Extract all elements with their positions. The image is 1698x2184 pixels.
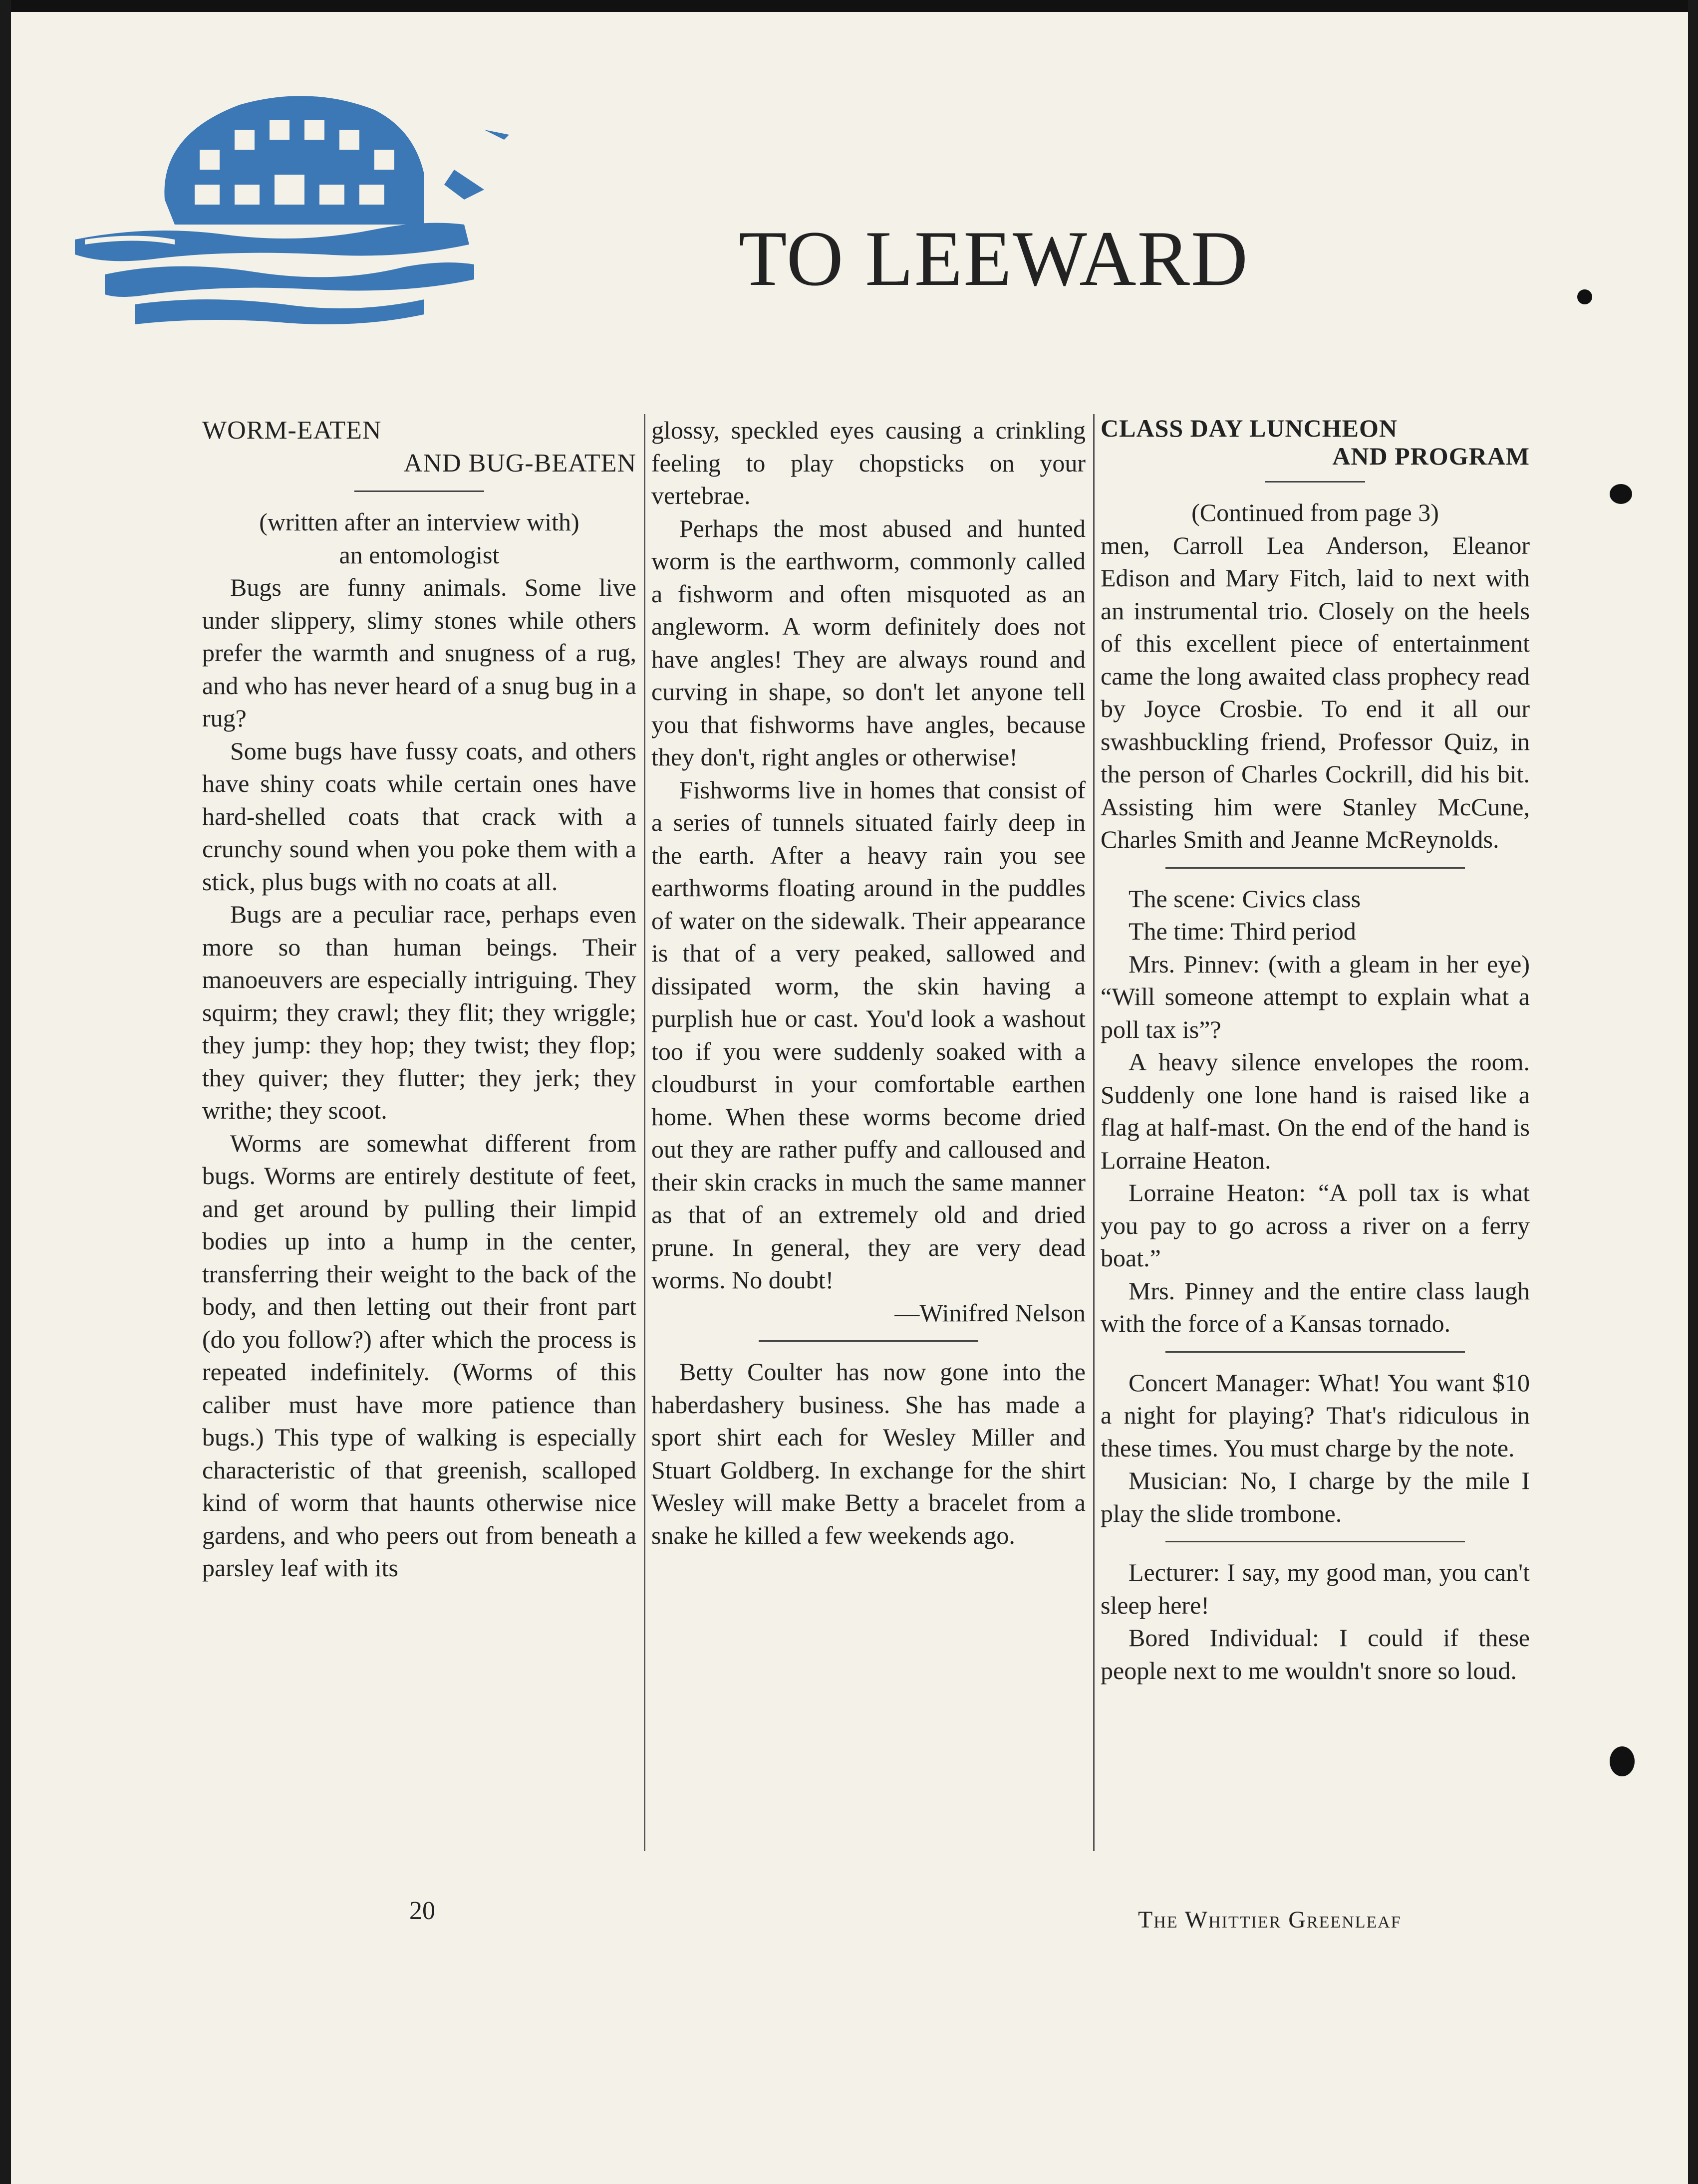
column-rule (644, 414, 645, 1851)
paragraph: Lorraine Heaton: “A poll tax is what you pay to go across a river on a ferry boat.” (1101, 1179, 1530, 1272)
divider (354, 490, 484, 492)
scan-border-left (0, 0, 11, 2184)
paragraph: Concert Manager: What! You want $10 a night for playing? That's ridiculous in these times. You must charge by the note. (1101, 1368, 1530, 1462)
byline: —Winifred Nelson (894, 1298, 1086, 1327)
paragraph: The time: Third period (1129, 917, 1356, 945)
paragraph: Fishworms live in homes that consist of a series of tunnels situated fairly deep in the earth. After a heavy rain you see earthworms floating around in the puddles of water on the sidewalk. Their appearance is that of a very peaked, sallowed and dissipated worm, the skin having a purplish hue or cast. You'd look a washout too if you were suddenly soaked with a cloudburst in your comfortable earthen home. When these worms become dried out they are rather puffy and calloused and their skin cracks in much the same manner as that of an extremely old and dried prune. In general, they are very dead worms. No doubt! (651, 775, 1086, 1294)
article-title-line2: AND BUG-BEATEN (403, 449, 636, 478)
ink-spot (1577, 289, 1592, 304)
divider (1165, 867, 1465, 869)
divider (1165, 1351, 1465, 1353)
paragraph: A heavy silence envelopes the room. Suddenly one lone hand is raised like a flag at half-mast. On the end of the hand is Lorraine Heaton. (1101, 1048, 1530, 1174)
paragraph: Some bugs have fussy coats, and others have shiny coats while certain ones have hard-shelled coats that crack with a crunchy sound when you poke them with a stick, plus bugs with no coats at all. (202, 736, 636, 896)
paragraph: Bored Individual: I could if these people next to me wouldn't snore so loud. (1101, 1624, 1530, 1685)
article-subtitle: (written after an interview with) (259, 508, 579, 536)
column-1 (202, 414, 636, 1585)
paragraph: Bugs are a peculiar race, perhaps even more so than human beings. Their manoeuvers are especially intriguing. They squirm; they crawl; they flit; they wriggle; they jump: they hop; they twist; they flop; they quiver; they flutter; they jerk; they writhe; they scoot. (202, 900, 636, 1124)
ink-spot (1610, 1746, 1635, 1776)
article-title-line1: WORM-EATEN (202, 416, 382, 445)
paragraph: men, Carroll Lea Anderson, Eleanor Edison and Mary Fitch, laid to next with an instrumental trio. Closely on the heels of this excellent piece of entertainment came the long awaited class prophecy read by Joyce Crosbie. To end it all our swashbuckling friend, Professor Quiz, in the person of Charles Cockrill, did his bit. Assisting him were Stanley McCune, Charles Smith and Jeanne McReynolds. (1101, 531, 1530, 853)
paragraph: Bugs are funny animals. Some live under slippery, slimy stones while others prefer the warmth and snugness of a rug, and who has never heard of a snug bug in a rug? (202, 573, 636, 732)
divider (759, 1340, 978, 1342)
paragraph: glossy, speckled eyes causing a crinkling feeling to play chopsticks on your vertebrae. (651, 416, 1086, 509)
article-title-line2: AND PROGRAM (1332, 442, 1530, 470)
continued-note: (Continued from page 3) (1191, 498, 1439, 526)
article-title-line1: CLASS DAY LUNCHEON (1101, 414, 1398, 442)
paragraph: Mrs. Pinney and the entire class laugh with the force of a Kansas tornado. (1101, 1276, 1530, 1337)
divider (1165, 1541, 1465, 1542)
column-2 (651, 414, 1086, 1552)
divider (1265, 481, 1365, 483)
page-number: 20 (409, 1897, 435, 1925)
treasure-chest-on-waves-icon (75, 75, 524, 334)
paragraph: Mrs. Pinnev: (with a gleam in her eye) “Will someone attempt to explain what a poll tax is”? (1101, 950, 1530, 1043)
paragraph: Perhaps the most abused and hunted worm is the earthworm, commonly called a fishworm and often misquoted as an angleworm. A worm definitely does not have angles! They are always round and curving in shape, so don't let anyone tell you that fishworms have angles, because they don't, right angles or otherwise! (651, 514, 1086, 771)
paragraph: Worms are somewhat different from bugs. Worms are entirely destitute of feet, and get around by pulling their limpid bodies up into a hump in the center, transferring their weight to the back of the body, and then letting out their front part (do you follow?) after which the process is repeated indefinitely. (Worms of this caliber must have more patience than bugs.) This type of walking is especially characteristic of that greenish, scalloped kind of worm that haunts otherwise nice gardens, and who peers out from beneath a parsley leaf with its (202, 1129, 636, 1582)
masthead-title: TO LEEWARD (739, 215, 1249, 302)
column-3 (1101, 414, 1530, 1687)
column-rule (1093, 414, 1095, 1851)
paragraph: Betty Coulter has now gone into the haberdashery business. She has made a sport shirt each for Wesley Miller and Stuart Goldberg. In exchange for the shirt Wesley will make Betty a bracelet from a snake he killed a few weekends ago. (651, 1358, 1086, 1549)
scan-border-right (1688, 0, 1698, 2184)
scan-border-top (0, 0, 1698, 12)
paragraph: The scene: Civics class (1129, 884, 1361, 913)
paragraph: Musician: No, I charge by the mile I play the slide trombone. (1101, 1466, 1530, 1527)
paragraph: Lecturer: I say, my good man, you can't sleep here! (1101, 1558, 1530, 1619)
publication-name: The Whittier Greenleaf (1138, 1907, 1402, 1933)
ink-spot (1610, 484, 1632, 504)
article-subtitle: an entomologist (339, 540, 500, 569)
